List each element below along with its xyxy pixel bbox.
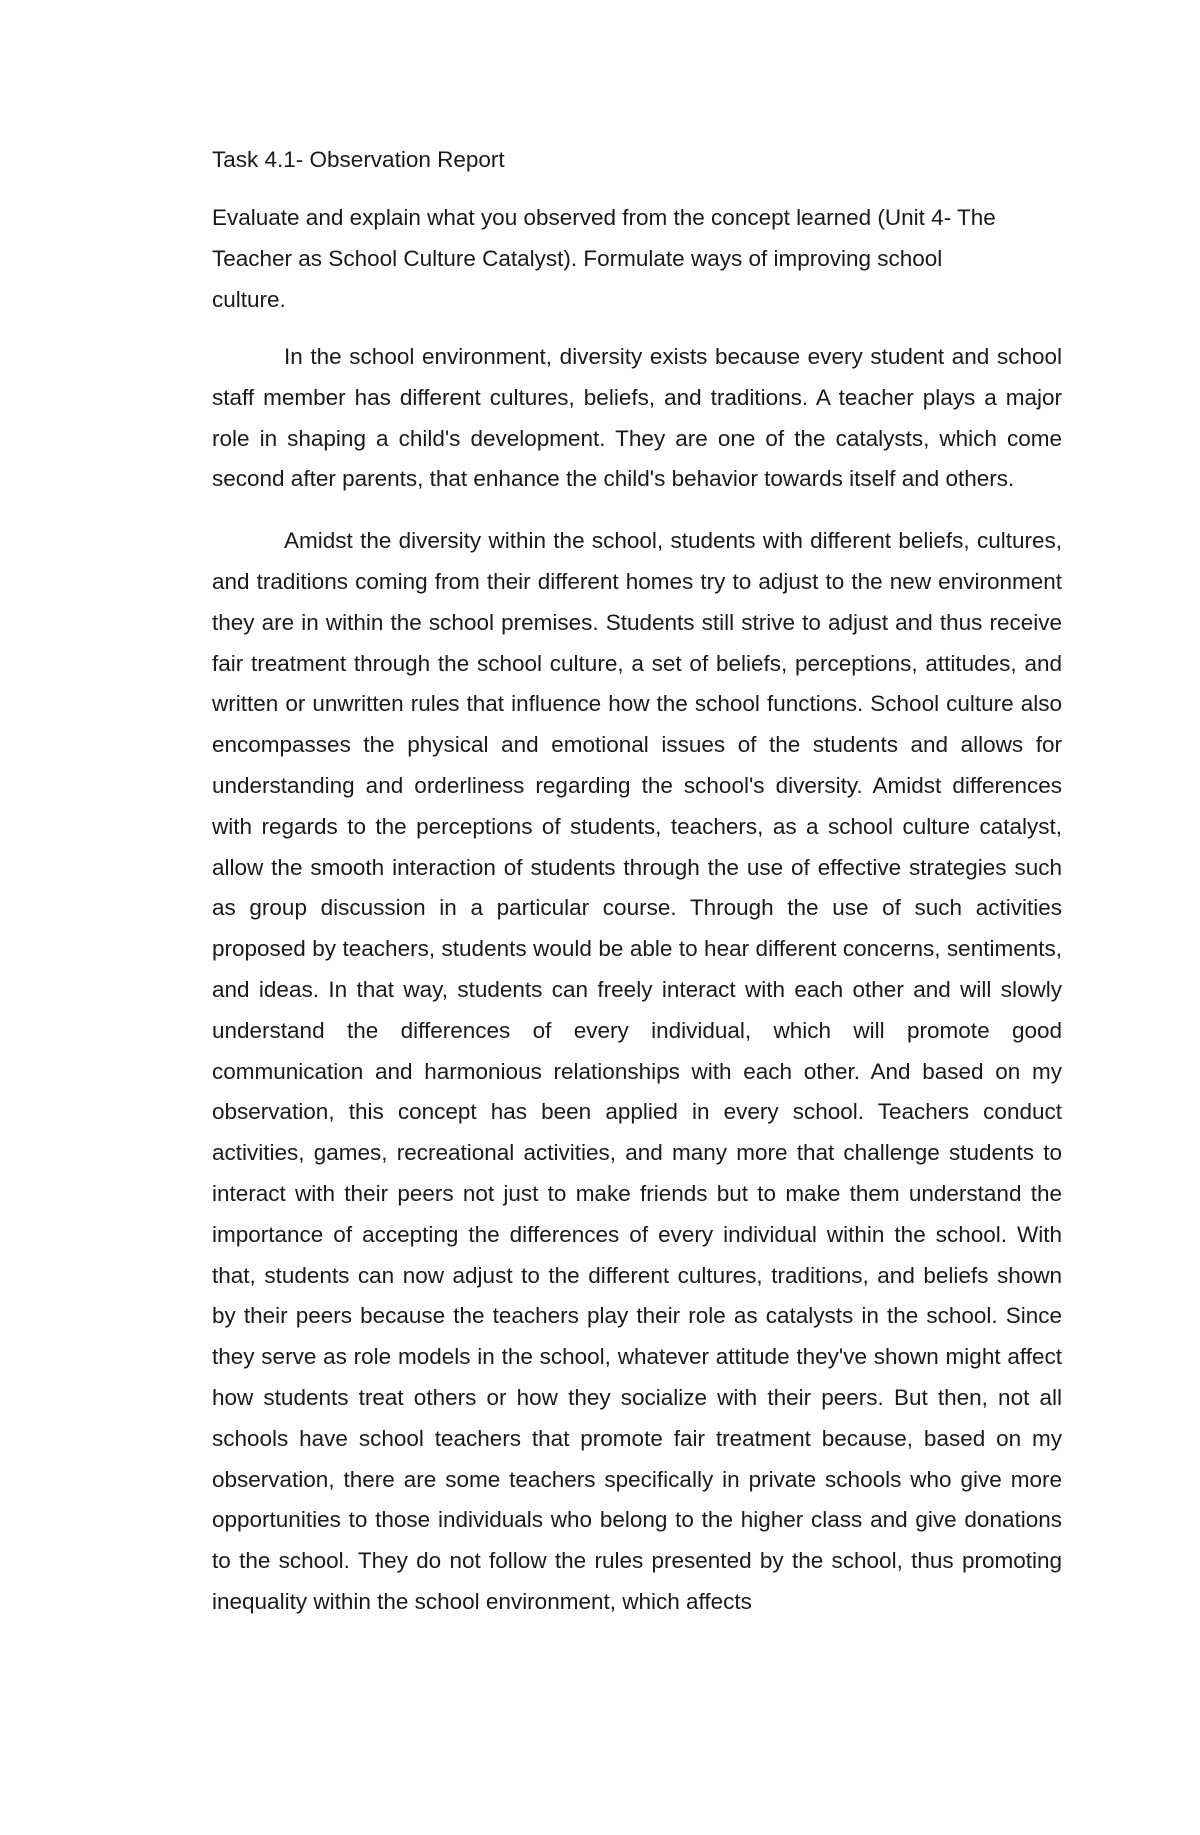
body-paragraph-intro: In the school environment, diversity exists because every student and school staff member has different cultures, beliefs, and traditions. A teacher plays a major role in shaping a child's development. They are one of the catalysts, which come second after parents, that enhance the child's behavior towards itself and others.	[212, 344, 1062, 492]
task-prompt-line: Teacher as School Culture Catalyst). Formulate ways of improving school	[212, 246, 943, 271]
task-prompt-line: culture.	[212, 287, 286, 312]
document-heading: Task 4.1- Observation Report	[212, 147, 505, 172]
task-prompt	[212, 197, 1062, 320]
document-page	[212, 140, 1062, 1623]
body-paragraph-main: Amidst the diversity within the school, students with different beliefs, cultures, and traditions coming from their different homes try to adjust to the new environment they are in within the school premises. Students still strive to adjust and thus receive fair treatment through the school culture, a set of beliefs, perceptions, attitudes, and written or unwritten rules that influence how the school functions. School culture also encompasses the physical and emotional issues of the students and allows for understanding and orderliness regarding the school's diversity. Amidst differences with regards to the perceptions of students, teachers, as a school culture catalyst, allow the smooth interaction of students through the use of effective strategies such as group discussion in a particular course. Through the use of such activities proposed by teachers, students would be able to hear different concerns, sentiments, and ideas. In that way, students can freely interact with each other and will slowly understand the differences of every individual, which will promote good communication and harmonious relationships with each other. And based on my observation, this concept has been applied in every school. Teachers conduct activities, games, recreational activities, and many more that challenge students to interact with their peers not just to make friends but to make them understand the importance of accepting the differences of every individual within the school. With that, students can now adjust to the different cultures, traditions, and beliefs shown by their peers because the teachers play their role as catalysts in the school. Since they serve as role models in the school, whatever attitude they've shown might affect how students treat others or how they socialize with their peers. But then, not all schools have school teachers that promote fair treatment because, based on my observation, there are some teachers specifically in private schools who give more opportunities to those individuals who belong to the higher class and give donations to the school. They do not follow the rules presented by the school, thus promoting inequality within the school environment, which affects	[212, 528, 1062, 1614]
task-prompt-line: Evaluate and explain what you observed from the concept learned (Unit 4- The	[212, 205, 996, 230]
